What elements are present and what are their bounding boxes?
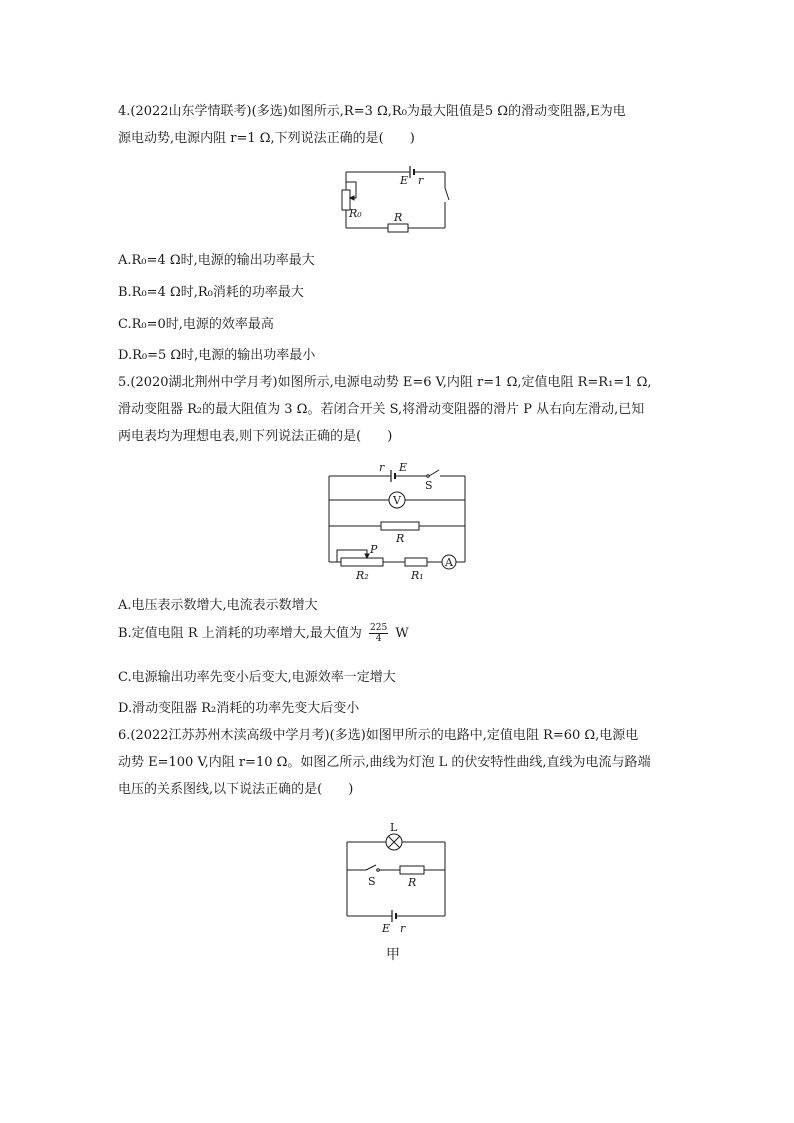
question-5-stem: [118, 369, 678, 450]
fraction-numerator: 225: [370, 623, 388, 633]
q4-label-R0: R₀: [349, 207, 362, 220]
question-4-option-c: C.R₀=0时,电源的效率最高: [118, 317, 274, 332]
q5-label-R1: R₁: [411, 569, 424, 582]
question-4-stem: [118, 98, 678, 152]
q5-voltmeter-label: V: [393, 494, 401, 507]
q6-label-R: R: [408, 876, 417, 889]
q5-label-S: S: [425, 479, 433, 492]
question-5-option-b-fraction: [369, 623, 388, 644]
question-5-option-b: [118, 622, 409, 644]
q4-label-E: E: [400, 174, 409, 187]
question-5-circuit-diagram: [315, 458, 475, 588]
q5-label-r: r: [379, 461, 385, 474]
q6-label-S: S: [368, 875, 376, 888]
question-4-option-d: D.R₀=5 Ω时,电源的输出功率最小: [118, 348, 316, 363]
question-4-option-a: A.R₀=4 Ω时,电源的输出功率最大: [118, 253, 315, 268]
question-5-option-b-unit: W: [395, 626, 409, 641]
q5-label-P: P: [370, 543, 378, 556]
q5-label-R: R: [396, 532, 405, 545]
question-4-option-b: B.R₀=4 Ω时,R₀消耗的功率最大: [118, 285, 304, 300]
q5-label-E: E: [399, 461, 408, 474]
question-4-circuit-diagram: [330, 160, 460, 240]
question-4-line-1: 4.(2022山东学情联考)(多选)如图所示,R=3 Ω,R₀为最大阻值是5 Ω的滑动变阻器,E为电: [118, 104, 626, 119]
q6-label-r: r: [400, 922, 406, 935]
q4-label-r: r: [418, 174, 424, 187]
question-6-line-1: 6.(2022江苏苏州木渎高级中学月考)(多选)如图甲所示的电路中,定值电阻 R=60 Ω,电源电: [118, 728, 639, 743]
question-6-line-3: 电压的关系图线,以下说法正确的是( ): [118, 782, 354, 797]
question-5-line-3: 两电表均为理想电表,则下列说法正确的是( ): [118, 429, 393, 444]
question-5-option-d: D.滑动变阻器 R₂消耗的功率先变大后变小: [118, 701, 360, 716]
q4-label-R: R: [394, 211, 403, 224]
question-5-line-1: 5.(2020湖北荆州中学月考)如图所示,电源电动势 E=6 V,内阻 r=1 Ω,定值电阻 R=R₁=1 Ω,: [118, 375, 652, 390]
question-5-option-a: A.电压表示数增大,电流表示数增大: [118, 598, 318, 613]
fraction-denominator: 4: [375, 634, 382, 644]
q5-label-R2: R₂: [356, 569, 369, 582]
question-6-line-2: 动势 E=100 V,内阻 r=10 Ω。如图乙所示,曲线为灯泡 L 的伏安特性曲线,直线为电流与路端: [118, 755, 651, 770]
question-5-option-c: C.电源输出功率先变小后变大,电源效率一定增大: [118, 670, 396, 685]
question-6-circuit-diagram: [340, 815, 455, 940]
question-5-line-2: 滑动变阻器 R₂的最大阻值为 3 Ω。若闭合开关 S,将滑动变阻器的滑片 P 从右向左滑动,已知: [118, 402, 645, 417]
q6-lamp-label: L: [390, 821, 398, 834]
question-4-line-2: 源电动势,电源内阻 r=1 Ω,下列说法正确的是( ): [118, 131, 415, 146]
question-5-option-b-text: B.定值电阻 R 上消耗的功率增大,最大值为: [118, 626, 362, 641]
q5-ammeter-label: A: [445, 556, 453, 569]
question-6-stem: [118, 722, 678, 803]
figure-caption-jia: 甲: [386, 947, 400, 963]
q6-label-E: E: [382, 922, 391, 935]
